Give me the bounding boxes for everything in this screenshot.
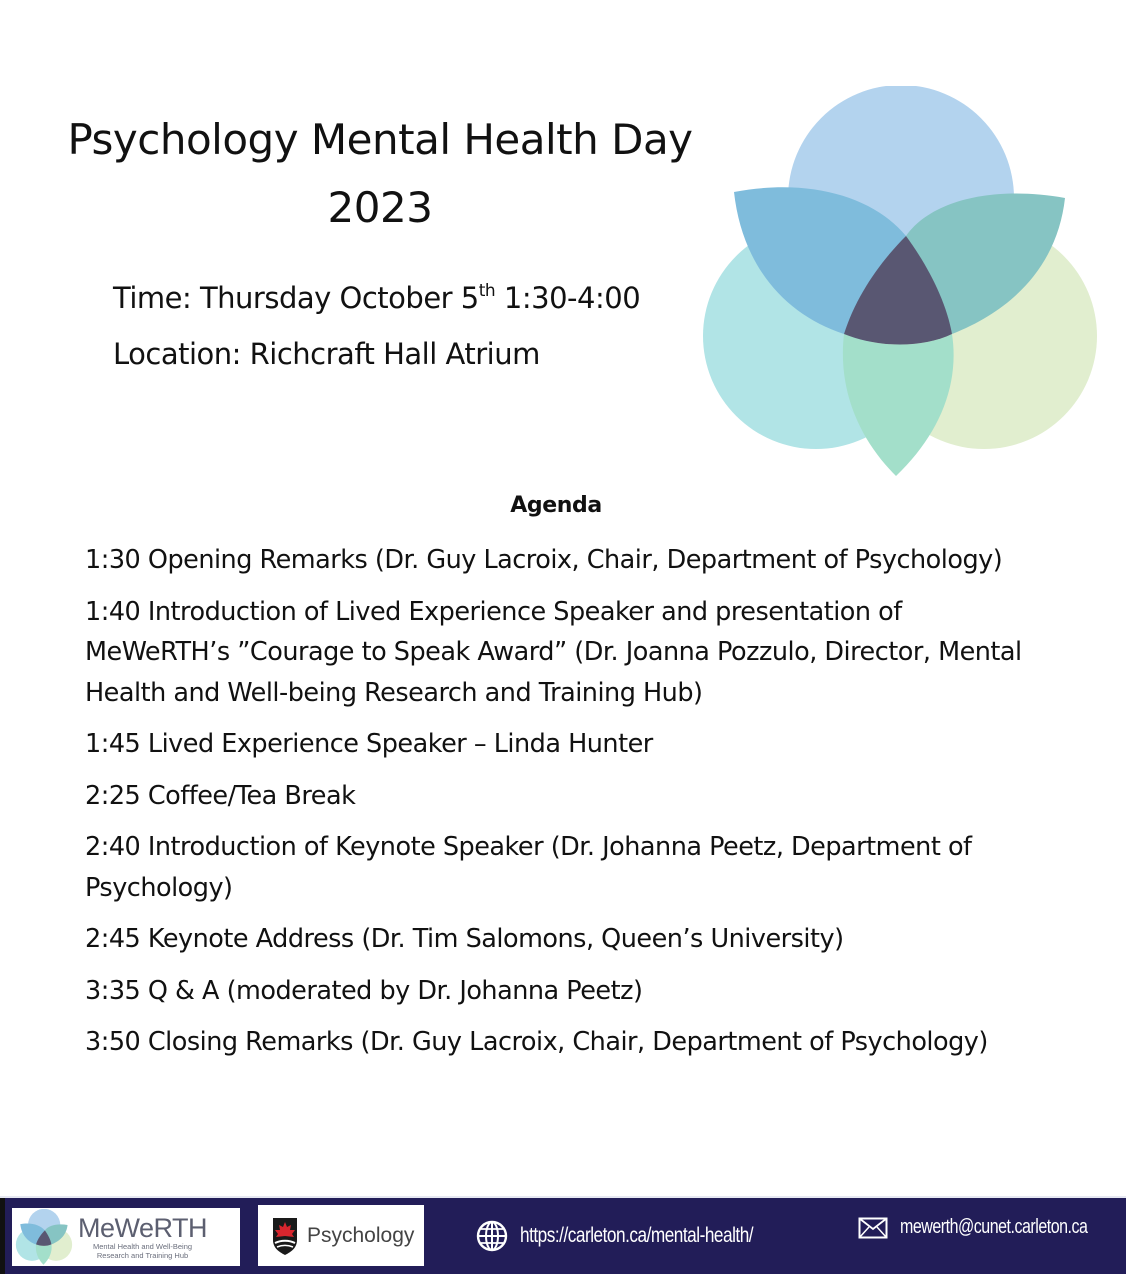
- agenda-heading: Agenda: [510, 493, 602, 518]
- time-label: Time: Thursday October 5: [113, 281, 479, 315]
- website-url: https://carleton.ca/mental-health/: [520, 1224, 754, 1247]
- mewerth-subtitle-1: Mental Health and Well-Being: [92, 1242, 193, 1251]
- agenda-item: 1:40 Introduction of Lived Experience Speaker and presentation of MeWeRTH’s ”Courage to Speak Award” (Dr. Joanna Pozzulo, Director, Mental Health and Well-being Research and Training Hub): [85, 596, 1022, 708]
- time-range: 1:30-4:00: [495, 281, 641, 315]
- title-line-1: Psychology Mental Health Day: [67, 115, 693, 164]
- three-overlapping-circles-logo-icon: [698, 86, 1102, 478]
- agenda-item: 3:50 Closing Remarks (Dr. Guy Lacroix, Chair, Department of Psychology): [85, 1027, 988, 1057]
- footer-bar: [0, 1196, 1126, 1274]
- mewerth-footer-logo: [12, 1208, 240, 1266]
- agenda-item: 3:35 Q & A (moderated by Dr. Johanna Peetz): [85, 975, 643, 1006]
- mewerth-logo-icon: [14, 1209, 74, 1265]
- mewerth-logo-graphic: [698, 86, 1102, 478]
- agenda-item: 2:25 Coffee/Tea Break: [85, 780, 356, 811]
- footer-left-edge: [0, 1198, 5, 1274]
- psychology-label: Psychology: [307, 1223, 415, 1247]
- agenda-list: [85, 540, 1045, 1074]
- email-link[interactable]: [858, 1216, 1126, 1239]
- psychology-footer-logo: [258, 1205, 424, 1266]
- ordinal-suffix: th: [478, 281, 496, 301]
- carleton-shield-icon: [271, 1216, 299, 1256]
- agenda-item: 1:45 Lived Experience Speaker – Linda Hunter: [85, 729, 653, 759]
- envelope-icon: [858, 1217, 888, 1239]
- event-location: Location: Richcraft Hall Atrium: [113, 337, 540, 371]
- agenda-item: 2:45 Keynote Address (Dr. Tim Salomons, Queen’s University): [85, 924, 844, 954]
- mewerth-text: [78, 1214, 207, 1260]
- mewerth-subtitle-2: Research and Training Hub: [96, 1251, 189, 1260]
- agenda-item: 2:40 Introduction of Keynote Speaker (Dr. Johanna Peetz, Department of Psychology): [85, 832, 972, 903]
- globe-icon: [476, 1220, 508, 1252]
- email-address: mewerth@cunet.carleton.ca: [900, 1216, 1088, 1238]
- page-title: [40, 106, 720, 242]
- agenda-item: 1:30 Opening Remarks (Dr. Guy Lacroix, Chair, Department of Psychology): [85, 545, 1003, 575]
- event-time: [113, 281, 640, 315]
- title-line-2: 2023: [327, 183, 433, 232]
- website-link[interactable]: [476, 1220, 804, 1252]
- mewerth-name: MeWeRTH: [78, 1213, 208, 1243]
